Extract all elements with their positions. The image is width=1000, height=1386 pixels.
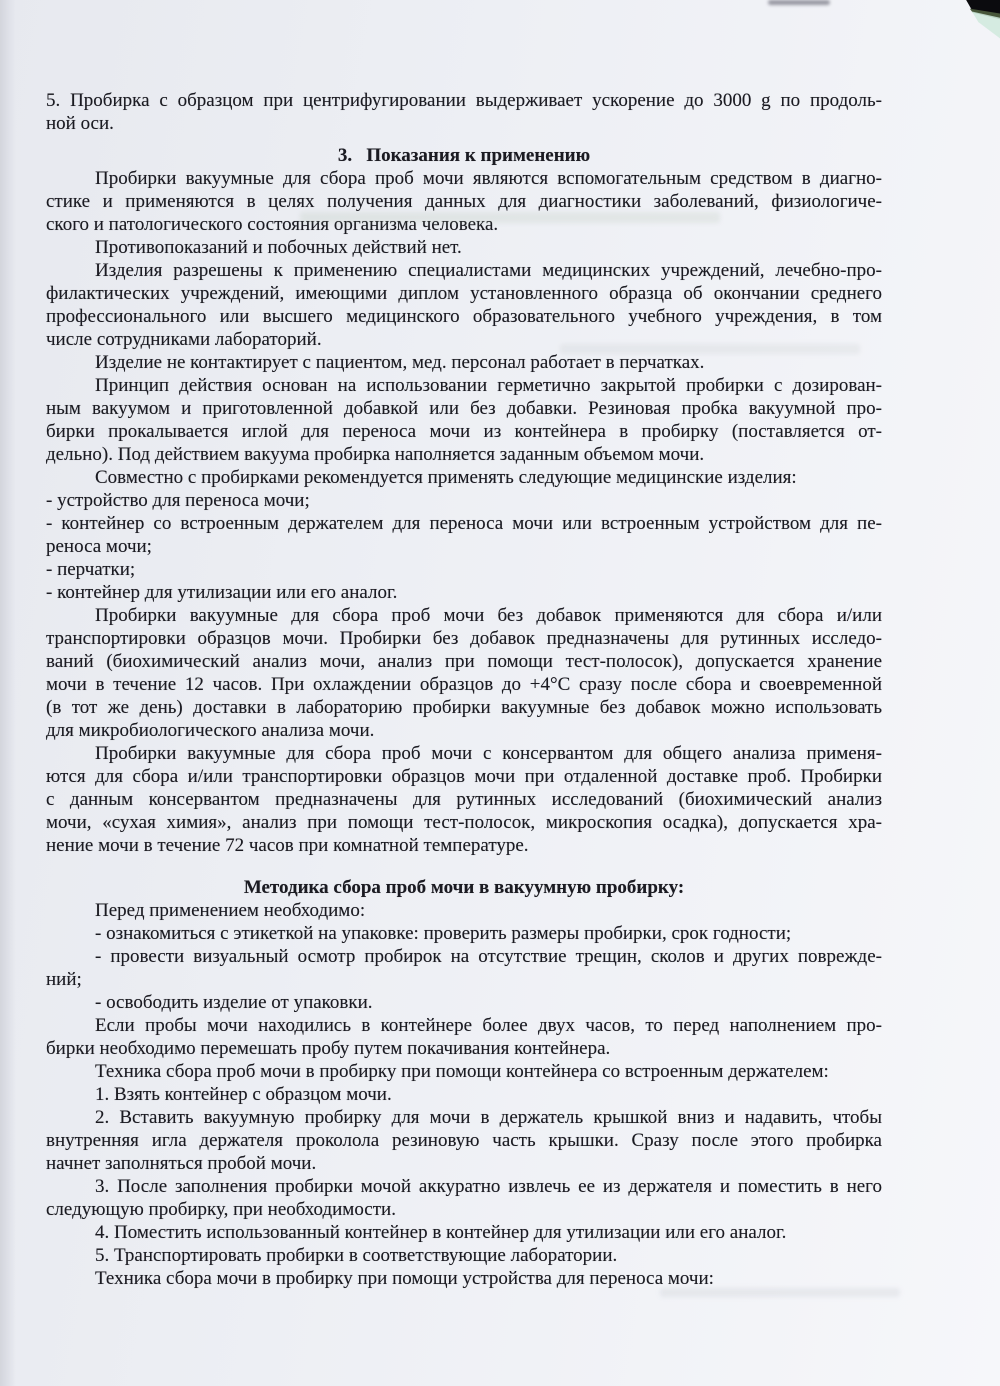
scan-smudge-top bbox=[768, 0, 830, 5]
text-line: с данным консервантом предназначены для рутинных исследований (биохимический анализ bbox=[46, 789, 882, 810]
scan-ghost-bleedthrough bbox=[300, 212, 720, 223]
text-line: 5. Пробирка с образцом при центрифугировании выдерживает ускорение до 3000 g по продоль- bbox=[46, 90, 882, 111]
folded-corner-scan-artifact bbox=[928, 0, 1000, 48]
page-edge-shadow bbox=[0, 0, 16, 1386]
text-line: реноса мочи; bbox=[46, 536, 152, 557]
text-line: 1. Взять контейнер с образцом мочи. bbox=[95, 1084, 392, 1105]
text-line: ются для сбора и/или транспортировки образцов мочи при отдаленной доставке проб. Пробирки bbox=[46, 766, 882, 787]
text-line: Изделия разрешены к применению специалистами медицинских учреждений, лечебно-про- bbox=[95, 260, 882, 281]
text-line: 4. Поместить использованный контейнер в контейнер для утилизации или его аналог. bbox=[95, 1222, 787, 1243]
text-line: - перчатки; bbox=[46, 559, 136, 580]
text-line: Техника сбора мочи в пробирку при помощи устройства для переноса мочи: bbox=[95, 1268, 714, 1289]
text-line: ваний (биохимический анализ мочи, анализ при помощи тест-полосок), допускается хранение bbox=[46, 651, 882, 672]
text-line: - контейнер со встроенным держателем для переноса мочи или встроенным устройством для пе- bbox=[46, 513, 882, 534]
text-line: начнет заполняться пробой мочи. bbox=[46, 1153, 317, 1174]
text-line: транспортировки образцов мочи. Пробирки без добавок предназначены для рутинных исследо- bbox=[46, 628, 882, 649]
text-line: Если пробы мочи находились в контейнере более двух часов, то перед наполнением про- bbox=[95, 1015, 882, 1036]
text-line: Изделие не контактирует с пациентом, мед. персонал работает в перчатках. bbox=[95, 352, 705, 373]
text-line: бирки прокалывается иглой для переноса мочи из контейнера в пробирку (поставляется от- bbox=[46, 421, 882, 442]
text-line: Пробирки вакуумные для сбора проб мочи с консервантом для общего анализа применя- bbox=[95, 743, 882, 764]
text-line: - контейнер для утилизации или его аналог. bbox=[46, 582, 398, 603]
scan-ghost-bleedthrough bbox=[560, 344, 860, 354]
text-line: Принцип действия основан на использовании герметично закрытой пробирки с дозирован- bbox=[95, 375, 882, 396]
text-line: Пробирки вакуумные для сбора проб мочи являются вспомогательным средством в диагно- bbox=[95, 168, 882, 189]
text-line: профессионального или высшего медицинского образовательного учебного учреждения, в том bbox=[46, 306, 882, 327]
text-line: - ознакомиться с этикеткой на упаковке: проверить размеры пробирки, срок годности; bbox=[95, 923, 792, 944]
text-line: внутренняя игла держателя проколола резиновую часть крышки. Сразу после этого пробирка bbox=[46, 1130, 882, 1151]
text-line: ний; bbox=[46, 969, 82, 990]
scan-ghost-bleedthrough bbox=[660, 1288, 900, 1297]
document-body bbox=[46, 89, 882, 1290]
section-heading: 3. Показания к применению bbox=[337, 145, 591, 166]
text-line: 3. После заполнения пробирки мочой аккуратно извлечь ее из держателя и поместить в него bbox=[95, 1176, 882, 1197]
text-line: дельно). Под действием вакуума пробирка наполняется заданным объемом мочи. bbox=[46, 444, 705, 465]
text-line: стике и применяются в целях получения данных для диагностики заболеваний, физиологиче- bbox=[46, 191, 882, 212]
text-line: следующую пробирку, при необходимости. bbox=[46, 1199, 396, 1220]
text-line: Техника сбора проб мочи в пробирку при помощи контейнера со встроенным держателем: bbox=[95, 1061, 829, 1082]
text-line: нение мочи в течение 72 часов при комнатной температуре. bbox=[46, 835, 529, 856]
text-line: Перед применением необходимо: bbox=[95, 900, 366, 921]
text-line: бирки необходимо перемешать пробу путем покачивания контейнера. bbox=[46, 1038, 611, 1059]
text-line: мочи в течение 12 часов. При охлаждении образцов до +4°С сразу после сбора и своевременной bbox=[46, 674, 882, 695]
text-line: (в тот же день) доставки в лабораторию пробирки вакуумные без добавок можно использовать bbox=[46, 697, 882, 718]
text-line: ной оси. bbox=[46, 113, 114, 134]
text-line: ского и патологического состояния организма человека. bbox=[46, 214, 499, 235]
text-line: 5. Транспортировать пробирки в соответствующие лаборатории. bbox=[95, 1245, 618, 1266]
text-line: числе сотрудниками лабораторий. bbox=[46, 329, 322, 350]
text-line: Совместно с пробирками рекомендуется применять следующие медицинские изделия: bbox=[95, 467, 797, 488]
text-line: 2. Вставить вакуумную пробирку для мочи в держатель крышкой вниз и надавить, чтобы bbox=[95, 1107, 882, 1128]
text-line: Пробирки вакуумные для сбора проб мочи без добавок применяются для сбора и/или bbox=[95, 605, 882, 626]
text-line: - освободить изделие от упаковки. bbox=[95, 992, 373, 1013]
text-line: - устройство для переноса мочи; bbox=[46, 490, 310, 511]
section-heading: Методика сбора проб мочи в вакуумную пробирку: bbox=[243, 877, 685, 898]
text-line: филактических учреждений, имеющими диплом установленного образца об окончании среднего bbox=[46, 283, 882, 304]
text-line: ным вакуумом и приготовленной добавкой или без добавки. Резиновая пробка вакуумной про- bbox=[46, 398, 882, 419]
text-line: Противопоказаний и побочных действий нет. bbox=[95, 237, 462, 258]
text-line: - провести визуальный осмотр пробирок на отсутствие трещин, сколов и других поврежде- bbox=[95, 946, 882, 967]
text-line: мочи, «сухая химия», анализ при помощи тест-полосок, микроскопия осадка), допускается хра- bbox=[46, 812, 882, 833]
text-line: для микробиологического анализа мочи. bbox=[46, 720, 375, 741]
